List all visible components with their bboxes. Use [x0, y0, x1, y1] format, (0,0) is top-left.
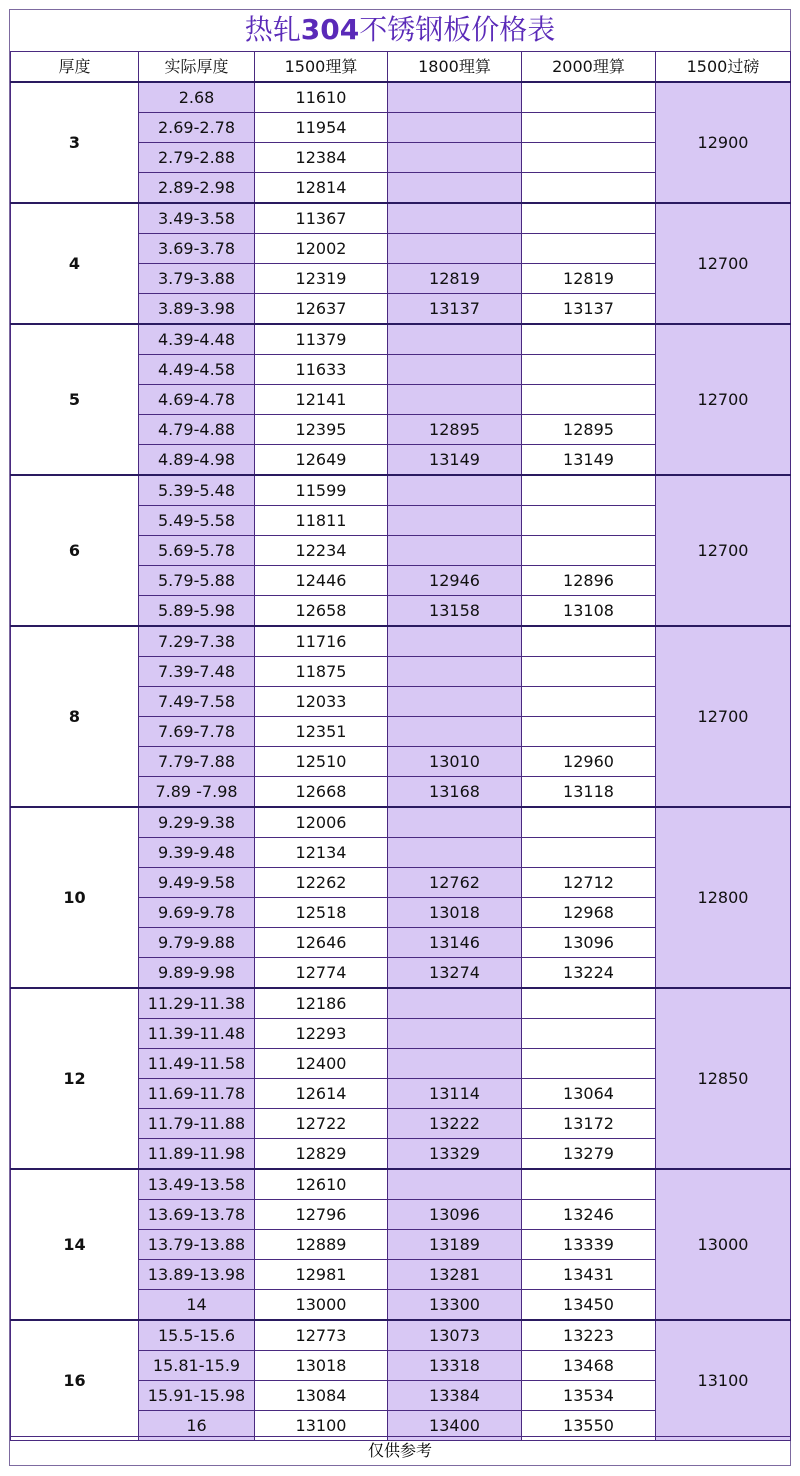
- actual-thickness-cell: 4.49-4.58: [139, 355, 255, 385]
- nominal-thickness-cell: 8: [11, 626, 139, 807]
- price-1800-theoretical-cell: 13158: [388, 596, 522, 627]
- nominal-thickness-cell: 5: [11, 324, 139, 475]
- actual-thickness-cell: 3.89-3.98: [139, 294, 255, 325]
- price-2000-theoretical-cell: [522, 385, 656, 415]
- price-1500-theoretical-cell: 13000: [255, 1290, 388, 1321]
- actual-thickness-cell: 7.69-7.78: [139, 717, 255, 747]
- header-row: [11, 52, 791, 83]
- table-row: [11, 82, 791, 113]
- price-1800-theoretical-cell: 13329: [388, 1139, 522, 1170]
- price-1500-theoretical-cell: 12796: [255, 1200, 388, 1230]
- price-1800-theoretical-cell: [388, 143, 522, 173]
- price-2000-theoretical-cell: 13118: [522, 777, 656, 808]
- price-2000-theoretical-cell: [522, 988, 656, 1019]
- header-2000-theoretical: 2000理算: [522, 52, 656, 83]
- price-1500-weighed-cell: 12850: [656, 988, 791, 1169]
- price-1500-weighed-cell: 12800: [656, 807, 791, 988]
- price-1500-theoretical-cell: 12518: [255, 898, 388, 928]
- price-2000-theoretical-cell: [522, 687, 656, 717]
- actual-thickness-cell: 4.39-4.48: [139, 324, 255, 355]
- actual-thickness-cell: 13.79-13.88: [139, 1230, 255, 1260]
- price-1800-theoretical-cell: [388, 203, 522, 234]
- price-2000-theoretical-cell: [522, 355, 656, 385]
- price-2000-theoretical-cell: 12819: [522, 264, 656, 294]
- price-1500-theoretical-cell: 12646: [255, 928, 388, 958]
- price-1500-theoretical-cell: 13018: [255, 1351, 388, 1381]
- table-row: [11, 626, 791, 657]
- price-1500-weighed-cell: 13100: [656, 1320, 791, 1441]
- price-1500-theoretical-cell: 11633: [255, 355, 388, 385]
- actual-thickness-cell: 9.49-9.58: [139, 868, 255, 898]
- actual-thickness-cell: 13.49-13.58: [139, 1169, 255, 1200]
- price-1800-theoretical-cell: 13222: [388, 1109, 522, 1139]
- price-1500-theoretical-cell: 12614: [255, 1079, 388, 1109]
- price-1800-theoretical-cell: [388, 1019, 522, 1049]
- price-sheet: [9, 9, 791, 1466]
- price-2000-theoretical-cell: [522, 657, 656, 687]
- actual-thickness-cell: 3.79-3.88: [139, 264, 255, 294]
- price-1500-theoretical-cell: 12002: [255, 234, 388, 264]
- actual-thickness-cell: 11.49-11.58: [139, 1049, 255, 1079]
- price-1800-theoretical-cell: [388, 82, 522, 113]
- price-2000-theoretical-cell: [522, 506, 656, 536]
- actual-thickness-cell: 5.49-5.58: [139, 506, 255, 536]
- actual-thickness-cell: 4.79-4.88: [139, 415, 255, 445]
- header-1800-theoretical: 1800理算: [388, 52, 522, 83]
- price-1800-theoretical-cell: 13300: [388, 1290, 522, 1321]
- price-2000-theoretical-cell: [522, 717, 656, 747]
- price-2000-theoretical-cell: 13096: [522, 928, 656, 958]
- nominal-thickness-cell: 12: [11, 988, 139, 1169]
- price-1800-theoretical-cell: 13168: [388, 777, 522, 808]
- price-2000-theoretical-cell: 13149: [522, 445, 656, 476]
- price-1500-theoretical-cell: 12262: [255, 868, 388, 898]
- title-prefix: 热轧: [244, 13, 301, 46]
- price-1500-theoretical-cell: 12981: [255, 1260, 388, 1290]
- price-2000-theoretical-cell: [522, 203, 656, 234]
- price-2000-theoretical-cell: 13172: [522, 1109, 656, 1139]
- price-2000-theoretical-cell: [522, 234, 656, 264]
- nominal-thickness-cell: 14: [11, 1169, 139, 1320]
- price-1500-weighed-cell: 12700: [656, 626, 791, 807]
- price-2000-theoretical-cell: [522, 1049, 656, 1079]
- price-1500-theoretical-cell: 12351: [255, 717, 388, 747]
- actual-thickness-cell: 9.69-9.78: [139, 898, 255, 928]
- price-1800-theoretical-cell: [388, 626, 522, 657]
- price-1800-theoretical-cell: [388, 687, 522, 717]
- price-1800-theoretical-cell: 13149: [388, 445, 522, 476]
- price-1500-theoretical-cell: 12234: [255, 536, 388, 566]
- price-2000-theoretical-cell: 13279: [522, 1139, 656, 1170]
- actual-thickness-cell: 3.69-3.78: [139, 234, 255, 264]
- price-1800-theoretical-cell: 12762: [388, 868, 522, 898]
- price-1500-theoretical-cell: 11811: [255, 506, 388, 536]
- actual-thickness-cell: 5.79-5.88: [139, 566, 255, 596]
- price-2000-theoretical-cell: 13224: [522, 958, 656, 989]
- price-1500-weighed-cell: 12700: [656, 203, 791, 324]
- price-2000-theoretical-cell: 13550: [522, 1411, 656, 1441]
- nominal-thickness-cell: 6: [11, 475, 139, 626]
- price-1800-theoretical-cell: 13189: [388, 1230, 522, 1260]
- price-2000-theoretical-cell: [522, 475, 656, 506]
- actual-thickness-cell: 11.79-11.88: [139, 1109, 255, 1139]
- price-1500-theoretical-cell: 12033: [255, 687, 388, 717]
- table-row: [11, 1320, 791, 1351]
- price-1800-theoretical-cell: [388, 657, 522, 687]
- price-1500-weighed-cell: 12700: [656, 475, 791, 626]
- actual-thickness-cell: 9.89-9.98: [139, 958, 255, 989]
- actual-thickness-cell: 3.49-3.58: [139, 203, 255, 234]
- table-row: [11, 1169, 791, 1200]
- price-1800-theoretical-cell: 13114: [388, 1079, 522, 1109]
- price-2000-theoretical-cell: 13339: [522, 1230, 656, 1260]
- price-1800-theoretical-cell: [388, 385, 522, 415]
- price-1500-theoretical-cell: 12722: [255, 1109, 388, 1139]
- price-1800-theoretical-cell: [388, 536, 522, 566]
- actual-thickness-cell: 15.81-15.9: [139, 1351, 255, 1381]
- actual-thickness-cell: 7.29-7.38: [139, 626, 255, 657]
- price-1800-theoretical-cell: 13137: [388, 294, 522, 325]
- actual-thickness-cell: 7.89 -7.98: [139, 777, 255, 808]
- price-1800-theoretical-cell: 13010: [388, 747, 522, 777]
- price-1500-theoretical-cell: 12637: [255, 294, 388, 325]
- price-2000-theoretical-cell: [522, 324, 656, 355]
- price-2000-theoretical-cell: [522, 173, 656, 204]
- price-1500-theoretical-cell: 12134: [255, 838, 388, 868]
- price-1800-theoretical-cell: [388, 506, 522, 536]
- actual-thickness-cell: 7.49-7.58: [139, 687, 255, 717]
- price-1500-theoretical-cell: 12384: [255, 143, 388, 173]
- price-2000-theoretical-cell: [522, 807, 656, 838]
- nominal-thickness-cell: 10: [11, 807, 139, 988]
- price-1500-theoretical-cell: 12829: [255, 1139, 388, 1170]
- price-2000-theoretical-cell: 13534: [522, 1381, 656, 1411]
- actual-thickness-cell: 15.5-15.6: [139, 1320, 255, 1351]
- header-1500-theoretical: 1500理算: [255, 52, 388, 83]
- price-1500-theoretical-cell: 12610: [255, 1169, 388, 1200]
- actual-thickness-cell: 9.29-9.38: [139, 807, 255, 838]
- actual-thickness-cell: 11.89-11.98: [139, 1139, 255, 1170]
- price-1500-theoretical-cell: 11875: [255, 657, 388, 687]
- actual-thickness-cell: 2.79-2.88: [139, 143, 255, 173]
- title-suffix: 不锈钢板价格表: [359, 13, 556, 46]
- price-1800-theoretical-cell: 13384: [388, 1381, 522, 1411]
- price-1800-theoretical-cell: [388, 1169, 522, 1200]
- price-2000-theoretical-cell: [522, 82, 656, 113]
- nominal-thickness-cell: 4: [11, 203, 139, 324]
- price-2000-theoretical-cell: [522, 113, 656, 143]
- price-2000-theoretical-cell: [522, 838, 656, 868]
- price-2000-theoretical-cell: [522, 143, 656, 173]
- price-1800-theoretical-cell: 13274: [388, 958, 522, 989]
- table-row: [11, 203, 791, 234]
- table-row: [11, 988, 791, 1019]
- price-1500-theoretical-cell: 11599: [255, 475, 388, 506]
- price-1800-theoretical-cell: [388, 324, 522, 355]
- price-2000-theoretical-cell: 13468: [522, 1351, 656, 1381]
- actual-thickness-cell: 2.69-2.78: [139, 113, 255, 143]
- price-1800-theoretical-cell: 13146: [388, 928, 522, 958]
- footer-note: 仅供参考: [10, 1436, 790, 1465]
- price-1500-theoretical-cell: 11716: [255, 626, 388, 657]
- price-1500-theoretical-cell: 12774: [255, 958, 388, 989]
- price-1500-theoretical-cell: 11367: [255, 203, 388, 234]
- price-1500-theoretical-cell: 12186: [255, 988, 388, 1019]
- actual-thickness-cell: 5.39-5.48: [139, 475, 255, 506]
- price-2000-theoretical-cell: 12968: [522, 898, 656, 928]
- actual-thickness-cell: 5.69-5.78: [139, 536, 255, 566]
- actual-thickness-cell: 5.89-5.98: [139, 596, 255, 627]
- actual-thickness-cell: 4.69-4.78: [139, 385, 255, 415]
- price-1800-theoretical-cell: 13096: [388, 1200, 522, 1230]
- price-1800-theoretical-cell: [388, 475, 522, 506]
- price-1500-theoretical-cell: 12658: [255, 596, 388, 627]
- price-1800-theoretical-cell: 12819: [388, 264, 522, 294]
- actual-thickness-cell: 11.29-11.38: [139, 988, 255, 1019]
- price-2000-theoretical-cell: 12960: [522, 747, 656, 777]
- price-1800-theoretical-cell: 12895: [388, 415, 522, 445]
- nominal-thickness-cell: 16: [11, 1320, 139, 1441]
- actual-thickness-cell: 7.79-7.88: [139, 747, 255, 777]
- price-1500-weighed-cell: 13000: [656, 1169, 791, 1320]
- price-1500-theoretical-cell: 12293: [255, 1019, 388, 1049]
- price-1500-theoretical-cell: 12141: [255, 385, 388, 415]
- header-actual-thickness: 实际厚度: [139, 52, 255, 83]
- actual-thickness-cell: 11.69-11.78: [139, 1079, 255, 1109]
- price-2000-theoretical-cell: 13064: [522, 1079, 656, 1109]
- price-1800-theoretical-cell: [388, 1049, 522, 1079]
- price-1800-theoretical-cell: 13018: [388, 898, 522, 928]
- price-1500-theoretical-cell: 11954: [255, 113, 388, 143]
- actual-thickness-cell: 2.89-2.98: [139, 173, 255, 204]
- price-2000-theoretical-cell: 12895: [522, 415, 656, 445]
- price-1500-theoretical-cell: 12889: [255, 1230, 388, 1260]
- actual-thickness-cell: 7.39-7.48: [139, 657, 255, 687]
- price-2000-theoretical-cell: 13223: [522, 1320, 656, 1351]
- price-1800-theoretical-cell: [388, 234, 522, 264]
- actual-thickness-cell: 13.89-13.98: [139, 1260, 255, 1290]
- price-table-body: [11, 82, 791, 1441]
- price-2000-theoretical-cell: 13450: [522, 1290, 656, 1321]
- price-1800-theoretical-cell: 13073: [388, 1320, 522, 1351]
- table-row: [11, 475, 791, 506]
- title-grade: 304: [300, 13, 360, 46]
- header-thickness: 厚度: [11, 52, 139, 83]
- price-1500-weighed-cell: 12700: [656, 324, 791, 475]
- price-2000-theoretical-cell: 13431: [522, 1260, 656, 1290]
- header-1500-weighed: 1500过磅: [656, 52, 791, 83]
- price-1500-theoretical-cell: 12400: [255, 1049, 388, 1079]
- price-1500-theoretical-cell: 11379: [255, 324, 388, 355]
- price-1500-weighed-cell: 12900: [656, 82, 791, 203]
- price-1500-theoretical-cell: 12814: [255, 173, 388, 204]
- price-1800-theoretical-cell: [388, 838, 522, 868]
- price-2000-theoretical-cell: 13246: [522, 1200, 656, 1230]
- nominal-thickness-cell: 3: [11, 82, 139, 203]
- price-1800-theoretical-cell: 13281: [388, 1260, 522, 1290]
- price-1500-theoretical-cell: 11610: [255, 82, 388, 113]
- actual-thickness-cell: 9.79-9.88: [139, 928, 255, 958]
- price-2000-theoretical-cell: 13137: [522, 294, 656, 325]
- price-2000-theoretical-cell: [522, 1019, 656, 1049]
- price-1800-theoretical-cell: 12946: [388, 566, 522, 596]
- price-1500-theoretical-cell: 13100: [255, 1411, 388, 1441]
- actual-thickness-cell: 4.89-4.98: [139, 445, 255, 476]
- price-table: [10, 51, 791, 1441]
- price-2000-theoretical-cell: [522, 1169, 656, 1200]
- actual-thickness-cell: 14: [139, 1290, 255, 1321]
- price-1800-theoretical-cell: 13318: [388, 1351, 522, 1381]
- price-1500-theoretical-cell: 12006: [255, 807, 388, 838]
- price-1800-theoretical-cell: [388, 173, 522, 204]
- price-2000-theoretical-cell: [522, 626, 656, 657]
- price-1800-theoretical-cell: [388, 113, 522, 143]
- price-1500-theoretical-cell: 12668: [255, 777, 388, 808]
- page-title: [10, 10, 790, 50]
- price-1800-theoretical-cell: [388, 807, 522, 838]
- actual-thickness-cell: 13.69-13.78: [139, 1200, 255, 1230]
- price-2000-theoretical-cell: 13108: [522, 596, 656, 627]
- actual-thickness-cell: 16: [139, 1411, 255, 1441]
- price-1800-theoretical-cell: 13400: [388, 1411, 522, 1441]
- price-1500-theoretical-cell: 13084: [255, 1381, 388, 1411]
- table-row: [11, 324, 791, 355]
- price-1500-theoretical-cell: 12395: [255, 415, 388, 445]
- actual-thickness-cell: 11.39-11.48: [139, 1019, 255, 1049]
- price-1500-theoretical-cell: 12510: [255, 747, 388, 777]
- actual-thickness-cell: 9.39-9.48: [139, 838, 255, 868]
- table-row: [11, 807, 791, 838]
- price-1800-theoretical-cell: [388, 355, 522, 385]
- price-1800-theoretical-cell: [388, 988, 522, 1019]
- price-2000-theoretical-cell: 12712: [522, 868, 656, 898]
- price-2000-theoretical-cell: [522, 536, 656, 566]
- price-1500-theoretical-cell: 12649: [255, 445, 388, 476]
- actual-thickness-cell: 2.68: [139, 82, 255, 113]
- price-1500-theoretical-cell: 12319: [255, 264, 388, 294]
- actual-thickness-cell: 15.91-15.98: [139, 1381, 255, 1411]
- price-1500-theoretical-cell: 12773: [255, 1320, 388, 1351]
- price-1800-theoretical-cell: [388, 717, 522, 747]
- price-1500-theoretical-cell: 12446: [255, 566, 388, 596]
- price-2000-theoretical-cell: 12896: [522, 566, 656, 596]
